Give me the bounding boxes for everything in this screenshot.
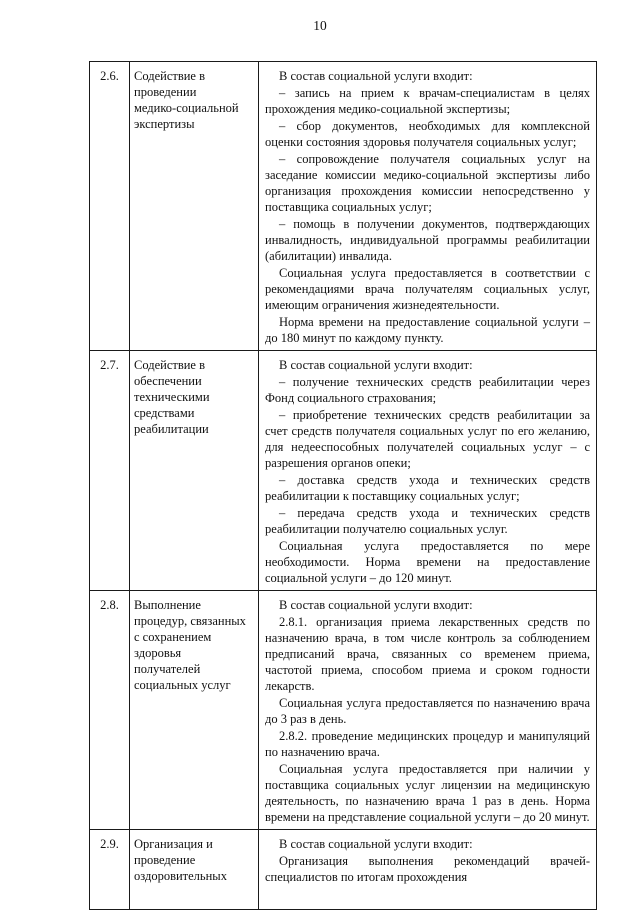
description-paragraph: 2.8.2. проведение медицинских процедур и манипуляций по назначению врача. [265, 729, 590, 759]
service-description [259, 351, 597, 591]
description-paragraph: Норма времени на предоставление социальной услуги – до 180 минут по каждому пункту. [265, 315, 590, 345]
table-row [90, 830, 597, 910]
service-name-line: техническими [134, 390, 210, 404]
description-paragraph: 2.8.1. организация приема лекарственных средств по назначению врача, в том числе контроль за соблюдением предписаний врача, связанных со временем приема, частотой приема, способом приема и сроком годности лекарств. [265, 615, 590, 693]
table-row [90, 62, 597, 351]
description-paragraph: Социальная услуга предоставляется в соответствии с рекомендациями врача получателям социальных услуг, имеющим ограничения жизнедеятельности. [265, 266, 590, 312]
service-number: 2.8. [90, 591, 130, 830]
service-name-line: средствами [134, 406, 195, 420]
service-name-line: социальных услуг [134, 678, 231, 692]
service-number: 2.6. [90, 62, 130, 351]
description-paragraph: Организация выполнения рекомендаций врачей-специалистов по итогам прохождения [265, 854, 590, 884]
service-description [259, 62, 597, 351]
service-name-line: обеспечении [134, 374, 202, 388]
service-name-line: реабилитации [134, 422, 209, 436]
service-name-line: медико-социальной [134, 101, 239, 115]
service-name-line: с сохранением [134, 630, 212, 644]
description-paragraph: – передача средств ухода и технических средств реабилитации получателю социальных услуг. [265, 506, 590, 536]
service-name-line: Содействие в [134, 69, 206, 83]
service-name-line: здоровья [134, 646, 182, 660]
description-paragraph: В состав социальной услуги входит: [279, 598, 473, 612]
description-paragraph: – запись на прием к врачам-специалистам в целях прохождения медико-социальной экспертизы; [265, 86, 590, 116]
description-paragraph: – сопровождение получателя социальных услуг на заседание комиссии медико-социальной экспертизы либо организация прохождения комиссии непосредственно у поставщика социальных услуг; [265, 152, 590, 214]
description-paragraph: – сбор документов, необходимых для комплексной оценки состояния здоровья получателя социальных услуг; [265, 119, 590, 149]
service-name-line: получателей [134, 662, 201, 676]
service-name-line: оздоровительных [134, 869, 227, 883]
service-name-line: экспертизы [134, 117, 195, 131]
service-name-line: проведение [134, 853, 196, 867]
service-name-line: Выполнение [134, 598, 201, 612]
description-paragraph: В состав социальной услуги входит: [279, 358, 473, 372]
description-paragraph: Социальная услуга предоставляется по мере необходимости. Норма времени на предоставление социальной услуги – до 120 минут. [265, 539, 590, 585]
service-number: 2.9. [90, 830, 130, 910]
service-name-line: Содействие в [134, 358, 206, 372]
description-paragraph: В состав социальной услуги входит: [279, 69, 473, 83]
table-row [90, 591, 597, 830]
description-paragraph: – доставка средств ухода и технических средств реабилитации к поставщику социальных услуг; [265, 473, 590, 503]
table-body [90, 62, 597, 910]
description-paragraph: В состав социальной услуги входит: [279, 837, 473, 851]
description-paragraph: – получение технических средств реабилитации через Фонд социального страхования; [265, 375, 590, 405]
social-services-table [89, 61, 597, 910]
service-name-line: проведении [134, 85, 197, 99]
service-description [259, 830, 597, 910]
service-name [130, 591, 259, 830]
service-name [130, 830, 259, 910]
service-name-line: Организация и [134, 837, 213, 851]
description-paragraph: – приобретение технических средств реабилитации за счет средств получателя социальных услуг по его желанию, для недееспособных получателей социальных услуг – с разрешения органов опеки; [265, 408, 590, 470]
page-number: 10 [313, 18, 327, 33]
description-paragraph: Социальная услуга предоставляется по назначению врача до 3 раз в день. [265, 696, 590, 726]
service-description [259, 591, 597, 830]
description-paragraph: – помощь в получении документов, подтверждающих инвалидность, индивидуальной программы реабилитации (абилитации) инвалида. [265, 217, 590, 263]
description-paragraph: Социальная услуга предоставляется при наличии у поставщика социальных услуг лицензии на медицинскую деятельность, по назначению врача 1 раз в день. Норма времени на представление социальной услуги – до 20 минут. [265, 762, 590, 824]
service-number: 2.7. [90, 351, 130, 591]
service-name [130, 62, 259, 351]
service-name [130, 351, 259, 591]
service-name-line: процедур, связанных [134, 614, 246, 628]
table-row [90, 351, 597, 591]
